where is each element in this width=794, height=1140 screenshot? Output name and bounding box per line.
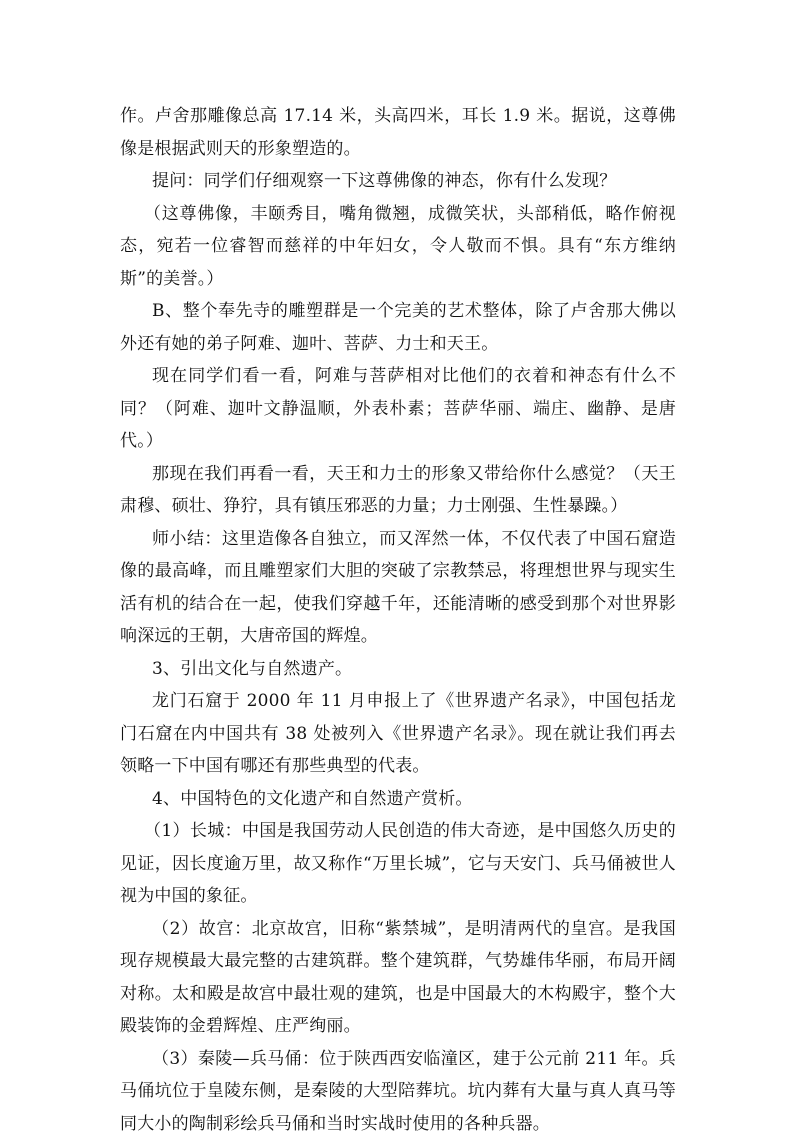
paragraph-fengxian-temple-group: B、整个奉先寺的雕塑群是一个完美的艺术整体，除了卢舍那大佛以外还有她的弟子阿难、迦叶、菩萨、力士和天王。	[120, 295, 676, 360]
paragraph-heavenly-king-guardian: 那现在我们再看一看，天王和力士的形象又带给你什么感觉？（天王肃穆、硕壮、狰狞，具有镇压邪恶的力量；力士刚强、生性暴躁。）	[120, 458, 676, 523]
paragraph-question-statue-expression: 提问：同学们仔细观察一下这尊佛像的神态，你有什么发现？	[120, 165, 676, 198]
document-body	[120, 100, 676, 1140]
paragraph-terracotta-army: （3）秦陵—兵马俑：位于陕西西安临潼区，建于公元前 211 年。兵马俑坑位于皇陵东侧，是秦陵的大型陪葬坑。坑内葬有大量与真人真马等同大小的陶制彩绘兵马俑和当时实战时使用的各种兵器。	[120, 1043, 676, 1140]
paragraph-statue-dimensions: 作。卢舍那雕像总高 17.14 米，头高四米，耳长 1.9 米。据说，这尊佛像是根据武则天的形象塑造的。	[120, 100, 676, 165]
paragraph-section-4-heading: 4、中国特色的文化遗产和自然遗产赏析。	[120, 783, 676, 816]
paragraph-answer-statue-expression: （这尊佛像，丰颐秀目，嘴角微翘，成微笑状，头部稍低，略作俯视态，宛若一位睿智而慈祥的中年妇女，令人敬而不惧。具有“东方维纳斯”的美誉。）	[120, 198, 676, 296]
paragraph-world-heritage-list: 龙门石窟于 2000 年 11 月申报上了《世界遗产名录》，中国包括龙门石窟在内中国共有 38 处被列入《世界遗产名录》。现在就让我们再去领略一下中国有哪还有那些典型的代表。	[120, 685, 676, 783]
paragraph-forbidden-city: （2）故宫：北京故宫，旧称“紫禁城”，是明清两代的皇宫。是我国现存规模最大最完整的古建筑群。整个建筑群，气势雄伟华丽，布局开阔对称。太和殿是故宫中最壮观的建筑，也是中国最大的木构殿宇，整个大殿装饰的金碧辉煌、庄严绚丽。	[120, 913, 676, 1043]
paragraph-section-3-heading: 3、引出文化与自然遗产。	[120, 653, 676, 686]
paragraph-teacher-summary: 师小结：这里造像各自独立，而又浑然一体，不仅代表了中国石窟造像的最高峰，而且雕塑家们大胆的突破了宗教禁忌，将理想世界与现实生活有机的结合在一起，使我们穿越千年，还能清晰的感受到那个对世界影响深远的王朝，大唐帝国的辉煌。	[120, 523, 676, 653]
paragraph-ananda-bodhisattva-compare: 现在同学们看一看，阿难与菩萨相对比他们的衣着和神态有什么不同？（阿难、迦叶文静温顺，外表朴素；菩萨华丽、端庄、幽静、是唐代。）	[120, 360, 676, 458]
paragraph-great-wall: （1）长城：中国是我国劳动人民创造的伟大奇迹，是中国悠久历史的见证，因长度逾万里，故又称作“万里长城”，它与天安门、兵马俑被世人视为中国的象征。	[120, 815, 676, 913]
